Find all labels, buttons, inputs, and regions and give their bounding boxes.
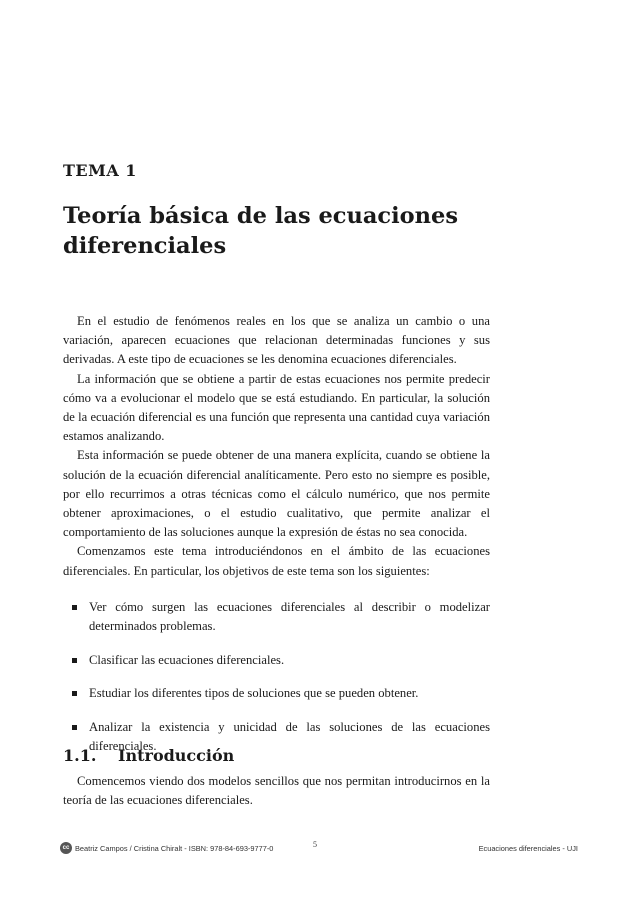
- body-text: [63, 312, 490, 771]
- chapter-title: [63, 201, 543, 261]
- section-body: [63, 772, 490, 810]
- page-number: 5: [313, 840, 317, 849]
- paragraph: Comencemos viendo dos modelos sencillos que nos permitan introducirnos en la teoría de las ecuaciones diferenciales.: [63, 774, 490, 808]
- creative-commons-icon: cc: [60, 842, 72, 854]
- paragraph: La información que se obtiene a partir de estas ecuaciones nos permite predecir cómo va a evolucionar el modelo que se está estudiando. En particular, la solución de la ecuación diferencial es una función que representa una cantidad cuya variación estamos analizando.: [63, 371, 490, 444]
- objectives-list: [63, 598, 490, 757]
- list-item-text: Clasificar las ecuaciones diferenciales.: [89, 652, 285, 667]
- bullet-square-icon: [72, 658, 77, 663]
- chapter-title-line-1: Teoría básica de las ecuaciones: [63, 203, 458, 229]
- list-item-text: Estudiar los diferentes tipos de soluciones que se pueden obtener.: [89, 686, 419, 701]
- list-item: [63, 651, 490, 670]
- bullet-square-icon: [72, 725, 77, 730]
- paragraph: Esta información se puede obtener de una manera explícita, cuando se obtiene la solución de la ecuación diferencial analíticamente. Pero esto no siempre es posible, por ello recurrimos a otras técnicas como el cálculo numérico, que nos permite obtener aproximaciones, o el estudio cualitativo, que permite analizar el comportamiento de las soluciones aunque la expresión de éstas no sea conocida.: [63, 448, 490, 540]
- bullet-square-icon: [72, 691, 77, 696]
- list-item: [63, 598, 490, 636]
- chapter-label: TEMA 1: [63, 161, 137, 180]
- paragraph: En el estudio de fenómenos reales en los que se analiza un cambio o una variación, aparecen ecuaciones que relacionan determinadas funciones y sus derivadas. A este tipo de ecuaciones se les denomina ecuaciones diferenciales.: [63, 314, 490, 367]
- list-item: [63, 684, 490, 703]
- list-item-text: Ver cómo surgen las ecuaciones diferenciales al describir o modelizar determinados problemas.: [89, 599, 490, 634]
- section-heading: [63, 746, 234, 765]
- bullet-square-icon: [72, 605, 77, 610]
- paragraph: Comenzamos este tema introduciéndonos en el ámbito de las ecuaciones diferenciales. En particular, los objetivos de este tema son los siguientes:: [63, 544, 490, 578]
- section-number: 1.1.: [63, 746, 97, 765]
- page-footer: [60, 842, 578, 856]
- footer-book-title: Ecuaciones diferenciales - UJI: [478, 844, 578, 853]
- list-item-text: Analizar la existencia y unicidad de las soluciones de las ecuaciones diferenciales.: [89, 720, 490, 754]
- section-title: Introducción: [118, 746, 235, 765]
- footer-credit: Beatriz Campos / Cristina Chiralt - ISBN: 978-84-693-9777-0: [75, 844, 274, 853]
- chapter-title-line-2: diferenciales: [63, 233, 227, 259]
